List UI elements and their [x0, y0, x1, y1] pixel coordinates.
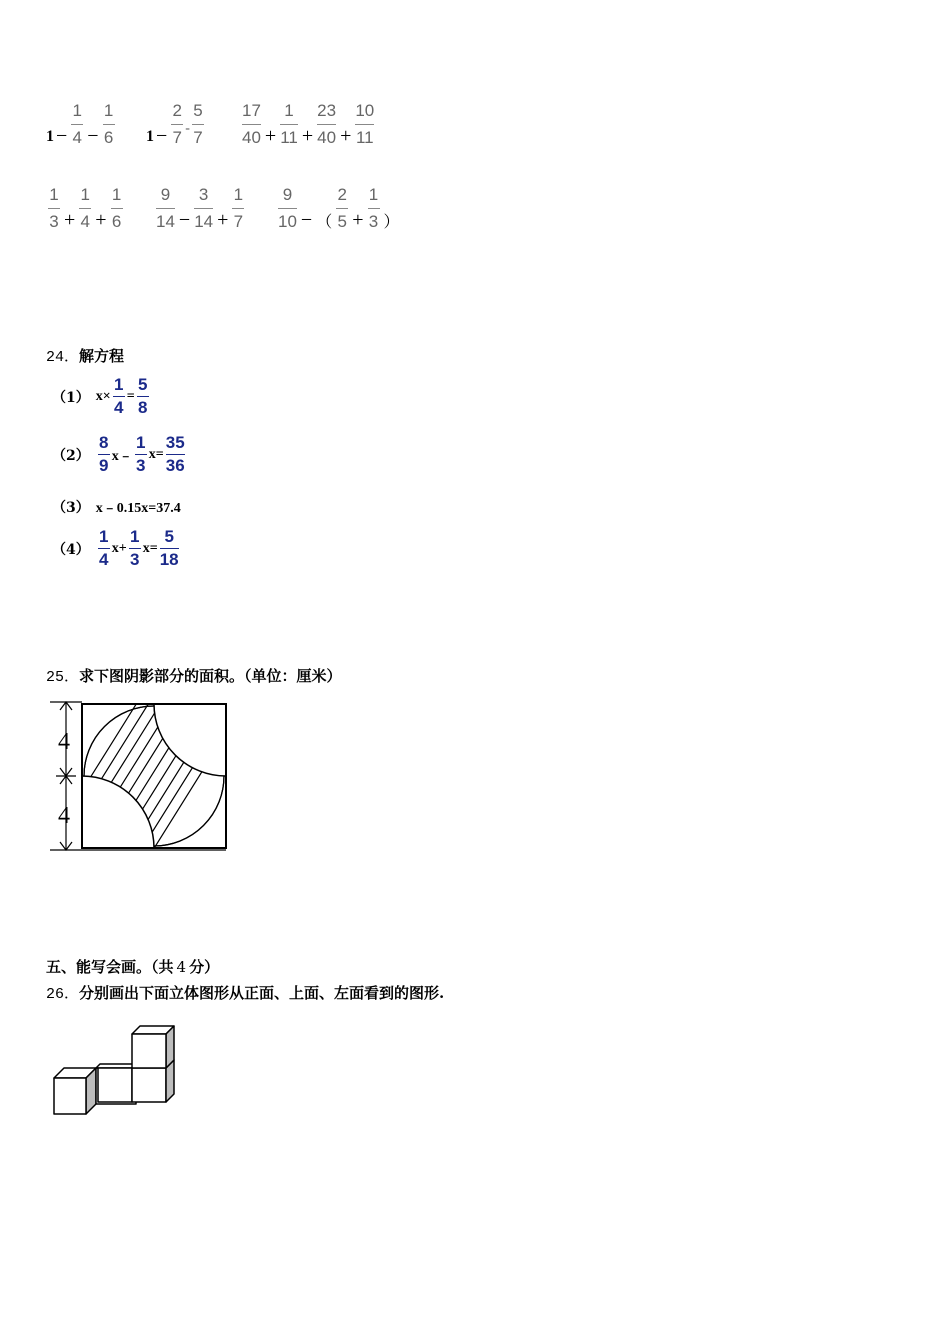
- question-title: 解方程: [79, 347, 125, 365]
- question-number: 25．: [46, 669, 80, 686]
- question-number: 26．: [46, 986, 80, 1003]
- equation-label: （2）: [52, 447, 90, 464]
- equation-text: x+: [111, 540, 127, 556]
- calc-row2-expr3: [276, 186, 402, 231]
- question-title: 求下图阴影部分的面积。（单位：厘米）: [79, 667, 342, 685]
- section-suffix: 分）: [189, 958, 220, 976]
- fraction: 8 9: [99, 433, 109, 475]
- fraction: 1 4: [72, 101, 83, 147]
- cube-figure: [48, 1020, 182, 1118]
- fraction: 1 4: [114, 375, 124, 417]
- fraction: 5 8: [137, 375, 148, 417]
- equation-text: =: [126, 388, 135, 404]
- equation-1: [52, 376, 151, 417]
- plus: +: [217, 209, 229, 231]
- fraction: 1 6: [103, 101, 114, 147]
- equation-text: x=: [142, 540, 158, 556]
- fraction: 1 4: [80, 185, 91, 231]
- fraction: 9 14: [156, 185, 175, 231]
- fraction: 5 7: [193, 101, 203, 147]
- right-paren: ）: [383, 214, 400, 231]
- question-number: 24．: [46, 349, 80, 366]
- plus: +: [301, 125, 314, 147]
- equation-text: x×: [95, 388, 111, 404]
- shaded-area-figure: [44, 698, 230, 854]
- fraction: 1 3: [368, 185, 379, 231]
- calc-row1-expr2: [146, 102, 206, 147]
- fraction: 1 3: [136, 433, 146, 475]
- section-points: 4: [176, 958, 187, 976]
- plus: +: [340, 125, 352, 147]
- equation-label: （3）: [52, 500, 90, 516]
- fraction: 1 3: [49, 185, 59, 231]
- plus: +: [264, 125, 277, 147]
- fraction: 2 5: [337, 185, 347, 231]
- equation-text: x﹣0.15x=37.4: [95, 501, 181, 516]
- calc-row2-expr1: [46, 186, 125, 231]
- fraction: 17 40: [242, 101, 261, 147]
- calc-row2-expr2: [154, 186, 246, 231]
- fraction: 9 10: [278, 185, 297, 231]
- section-title: 五、能写会画。（共: [46, 958, 174, 976]
- fraction: 35 36: [165, 433, 185, 475]
- q26-heading: [46, 982, 444, 1003]
- question-title: 分别画出下面立体图形从正面、上面、左面看到的图形.: [79, 984, 445, 1002]
- minus: −: [87, 125, 99, 147]
- minus: -: [185, 120, 190, 136]
- equation-4: [52, 528, 181, 569]
- calc-row1-expr1: [46, 102, 117, 147]
- fraction: 23 40: [317, 101, 337, 147]
- fraction: 2 7: [172, 101, 183, 147]
- plus: +: [95, 209, 107, 231]
- minus: −: [156, 125, 168, 147]
- equation-2: [52, 434, 187, 475]
- one: 1: [146, 127, 154, 145]
- fraction: 5 18: [159, 527, 179, 569]
- plus: +: [352, 209, 364, 231]
- minus: −: [56, 125, 68, 147]
- fraction: 10 11: [355, 101, 375, 147]
- q25-heading: [46, 665, 342, 686]
- dimension-top-label: 4: [58, 729, 70, 755]
- minus: −: [300, 209, 313, 231]
- fraction: 1 11: [280, 101, 298, 147]
- q24-heading: [46, 345, 124, 366]
- section-5-heading: [46, 956, 219, 977]
- plus: +: [64, 209, 76, 231]
- dimension-bottom-label: 4: [58, 803, 70, 829]
- equation-3: [52, 497, 181, 517]
- fraction: 1 7: [233, 185, 244, 231]
- fraction: 1 6: [111, 185, 122, 231]
- equation-label: （4）: [52, 541, 90, 558]
- calc-row1-expr3: [240, 102, 376, 147]
- fraction: 3 14: [194, 185, 214, 231]
- left-paren: （: [316, 214, 333, 231]
- minus: −: [178, 209, 191, 231]
- equation-label: （1）: [52, 389, 90, 406]
- equation-text: x=: [148, 446, 164, 462]
- fraction: 1 3: [130, 527, 140, 569]
- fraction: 1 4: [99, 527, 109, 569]
- equation-text: x﹣: [111, 448, 133, 464]
- one: 1: [46, 127, 54, 145]
